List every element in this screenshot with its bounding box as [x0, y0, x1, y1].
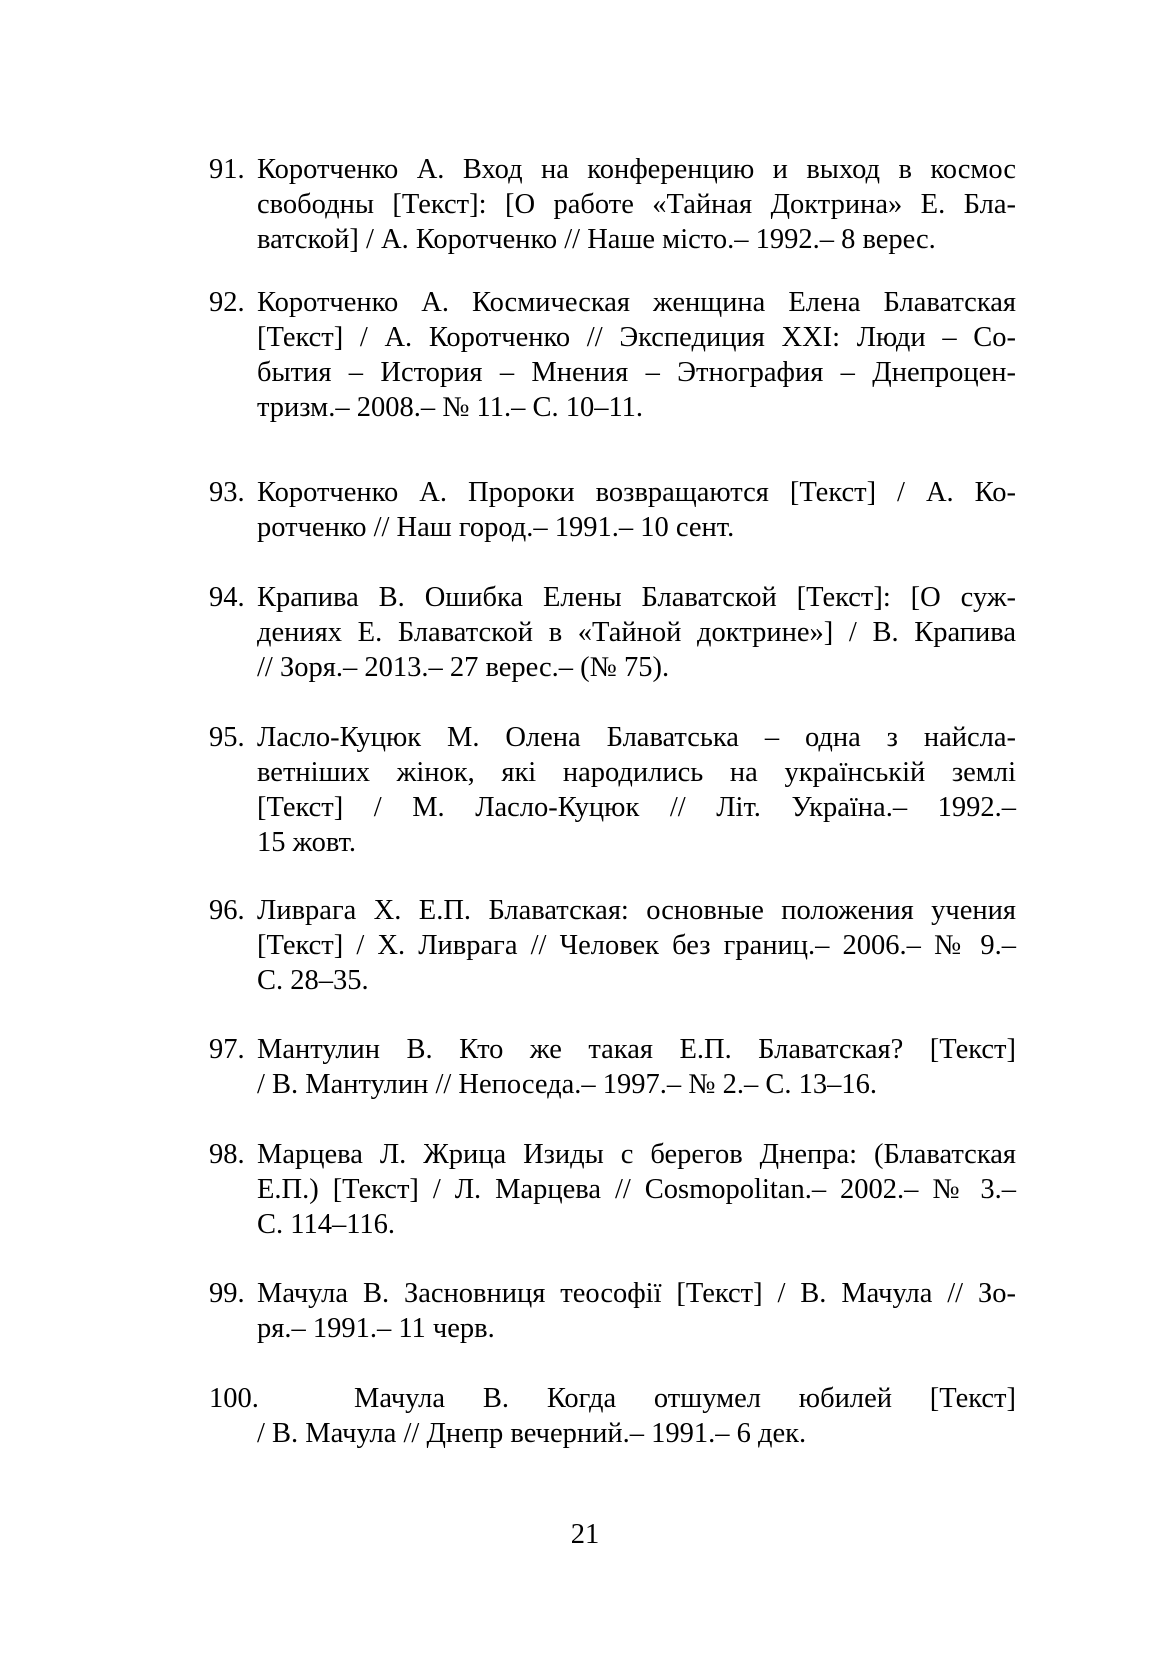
- entry-line: Мачула В. Засновниця теософії [Текст] / В. Мачула // Зо-: [257, 1278, 1016, 1309]
- entry-line: / В. Мачула // Днепр вечерний.– 1991.– 6 дек.: [257, 1418, 807, 1449]
- entry-line: / В. Мантулин // Непоседа.– 1997.– № 2.– С. 13–16.: [257, 1069, 878, 1100]
- entry-line: 15 жовт.: [257, 827, 357, 858]
- entry-line: Марцева Л. Жрица Изиды с берегов Днепра: (Блаватская: [257, 1139, 1016, 1170]
- bibliography-entry-99: [209, 1276, 1016, 1346]
- entry-line: бытия – История – Мнения – Этнография – Днепроцен-: [257, 357, 1016, 388]
- entry-line: ветніших жінок, які народились на українській землі: [257, 757, 1016, 788]
- entry-number: 91.: [209, 154, 245, 185]
- bibliography-entry-95: [209, 720, 1016, 860]
- entry-line: [Текст] / А. Коротченко // Экспедиция XXI: Люди – Со-: [257, 322, 1016, 353]
- entry-line: Е.П.) [Текст] / Л. Марцева // Cosmopolitan.– 2002.– № 3.–: [257, 1174, 1016, 1205]
- entry-number: 100.: [209, 1383, 259, 1414]
- entry-line: свободны [Текст]: [О работе «Тайная Доктрина» Е. Бла-: [257, 189, 1016, 220]
- entry-line: Коротченко А. Космическая женщина Елена Блаватская: [257, 287, 1016, 318]
- entry-line: С. 114–116.: [257, 1209, 396, 1240]
- page-number: 21: [570, 1519, 600, 1550]
- entry-line: Мантулин В. Кто же такая Е.П. Блаватская? [Текст]: [257, 1034, 1016, 1065]
- entry-line: [Текст] / М. Ласло-Куцюк // Літ. Україна.– 1992.–: [257, 792, 1016, 823]
- entry-number: 96.: [209, 895, 245, 926]
- entry-line: Коротченко А. Вход на конференцию и выход в космос: [257, 154, 1016, 185]
- entry-line: тризм.– 2008.– № 11.– С. 10–11.: [257, 392, 644, 423]
- entry-line: ря.– 1991.– 11 черв.: [257, 1313, 495, 1344]
- entry-number: 95.: [209, 722, 245, 753]
- entry-number: 93.: [209, 477, 245, 508]
- entry-line: Коротченко А. Пророки возвращаются [Текст] / А. Ко-: [257, 477, 1016, 508]
- bibliography-entry-98: [209, 1137, 1016, 1242]
- entry-line: ротченко // Наш город.– 1991.– 10 сент.: [257, 512, 735, 543]
- entry-line: Мачула В. Когда отшумел юбилей [Текст]: [354, 1383, 1016, 1414]
- entry-line: [Текст] / Х. Ливрага // Человек без границ.– 2006.– № 9.–: [257, 930, 1016, 961]
- entry-line: Крапива В. Ошибка Елены Блаватской [Текст]: [О суж-: [257, 582, 1016, 613]
- bibliography-entry-91: [209, 152, 1016, 257]
- entry-line: С. 28–35.: [257, 965, 369, 996]
- entry-line: Ливрага Х. Е.П. Блаватская: основные положения учения: [257, 895, 1016, 926]
- bibliography-entry-100: [209, 1381, 1016, 1451]
- entry-number: 99.: [209, 1278, 245, 1309]
- bibliography-entry-93: [209, 475, 1016, 545]
- entry-line: Ласло-Куцюк М. Олена Блаватська – одна з найсла-: [257, 722, 1016, 753]
- entry-number: 98.: [209, 1139, 245, 1170]
- bibliography-entry-94: [209, 580, 1016, 685]
- entry-number: 97.: [209, 1034, 245, 1065]
- entry-line: дениях Е. Блаватской в «Тайной доктрине»] / В. Крапива: [257, 617, 1016, 648]
- entry-number: 92.: [209, 287, 245, 318]
- entry-line: ватской] / А. Коротченко // Наше місто.– 1992.– 8 верес.: [257, 224, 936, 255]
- entry-line: // Зоря.– 2013.– 27 верес.– (№ 75).: [257, 652, 670, 683]
- entry-number: 94.: [209, 582, 245, 613]
- bibliography-entry-92: [209, 285, 1016, 425]
- bibliography-entry-97: [209, 1032, 1016, 1102]
- bibliography-entry-96: [209, 893, 1016, 998]
